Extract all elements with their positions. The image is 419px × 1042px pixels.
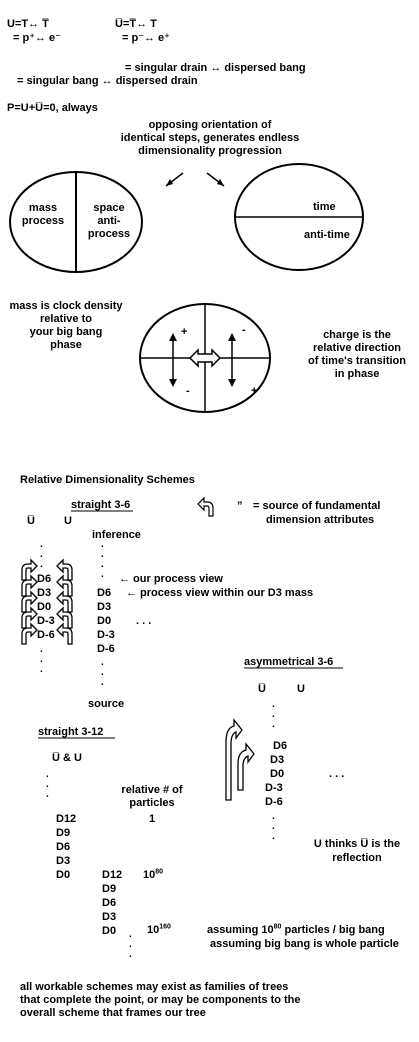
s312-a-d0: D0: [56, 869, 71, 881]
opposing-caption-3: dimensionality progression: [138, 145, 282, 157]
asym-level-d0: D0: [270, 768, 285, 780]
straight-36-u-bar: U̅: [27, 515, 35, 527]
anti-time-label: anti-time: [304, 229, 350, 241]
charge-caption-4: in phase: [334, 368, 380, 380]
dot-before-notes: .: [101, 569, 104, 580]
u-bar-particle-equation: = p⁻↔ e⁺: [122, 32, 170, 44]
s312-b-d0: D0: [102, 925, 117, 937]
asym-level-d6: D6: [273, 740, 288, 752]
anti-label: anti-: [97, 215, 121, 227]
bang-equation: = singular bang ↔ dispersed drain: [17, 75, 198, 87]
legend-quote: ”: [237, 500, 243, 512]
dot-col-bottom-right: . . .: [101, 657, 104, 688]
right-level-d3: D3: [97, 601, 112, 613]
asymmetrical-36-title: asymmetrical 3-6: [244, 656, 334, 668]
footer-line-3: overall scheme that frames our tree: [20, 1007, 206, 1019]
anti-process-label: process: [87, 228, 131, 240]
asym-dots-bottom: . . .: [272, 811, 275, 842]
opposing-caption-1: opposing orientation of: [148, 119, 272, 131]
mass-caption-2: relative to: [40, 313, 92, 325]
charge-caption-1: charge is the: [323, 329, 391, 341]
straight-312-header: U̅ & U: [52, 752, 82, 764]
legend-line-1: = source of fundamental: [253, 500, 381, 512]
opposing-caption-2: identical steps, generates endless: [120, 132, 300, 144]
d3-mass-view-note: ← process view within our D3 mass: [126, 587, 314, 599]
assumption-2: assuming big bang is whole particle: [210, 938, 399, 950]
asym-level-dm3: D-3: [265, 782, 283, 794]
left-level-d6: D6: [37, 573, 52, 585]
asymmetrical-u: U: [297, 683, 305, 695]
s312-b-count1: $10^{80}$: [143, 868, 164, 881]
section-title: Relative Dimensionality Schemes: [20, 474, 195, 486]
footer-line-2: that complete the point, or may be components to the: [20, 994, 301, 1006]
right-level-dm3: D-3: [97, 629, 115, 641]
right-level-d0: D0: [97, 615, 112, 627]
p-equation: P=U+U̅=0, always: [7, 102, 98, 114]
left-level-dm6: D-6: [37, 629, 55, 641]
process-label: process: [21, 215, 65, 227]
curl-arrow-legend-icon: [198, 498, 213, 516]
footer-line-1: all workable schemes may exist as families of trees: [20, 981, 289, 993]
right-level-d6: D6: [97, 587, 112, 599]
asym-ellipsis: . . .: [329, 768, 345, 780]
straight-36-title: straight 3-6: [71, 499, 131, 511]
u-bar-equation: U̅=T̅↔ T: [115, 18, 157, 30]
s312-b-count2: $10^{160}$: [147, 923, 171, 936]
relative-label-1: relative # of: [121, 784, 183, 796]
straight-312-title: straight 3-12: [38, 726, 104, 738]
drain-equation: = singular drain ↔ dispersed bang: [125, 62, 306, 74]
s312-a-d9: D9: [56, 827, 71, 839]
legend-line-2: dimension attributes: [266, 514, 375, 526]
minus-sign-bottom-left: -: [186, 385, 190, 397]
asym-level-d3: D3: [270, 754, 285, 766]
left-level-dm3: D-3: [37, 615, 55, 627]
mass-caption-3: your big bang: [29, 326, 103, 338]
s312-b-d6: D6: [102, 897, 117, 909]
straight-36-u: U: [64, 515, 72, 527]
u-particle-equation: = p⁺↔ e⁻: [13, 32, 61, 44]
left-level-d3: D3: [37, 587, 52, 599]
our-process-view-note: ← our process view: [119, 573, 223, 585]
s312-a-count: 1: [149, 813, 156, 825]
s312-a-d3: D3: [56, 855, 71, 867]
relative-label-2: particles: [129, 797, 175, 809]
charge-caption-2: relative direction: [312, 342, 402, 354]
s312-dots-b: . . .: [129, 929, 132, 960]
asym-note-2: reflection: [332, 852, 382, 864]
s312-b-d12: D12: [102, 869, 123, 881]
charge-caption-3: of time's transition: [308, 355, 406, 367]
mass-caption-1: mass is clock density: [9, 300, 123, 312]
plus-sign-bottom-right: +: [251, 385, 258, 397]
s312-b-d9: D9: [102, 883, 117, 895]
s312-dots-a: . . .: [46, 769, 49, 800]
space-label: space: [93, 202, 125, 214]
time-label: time: [313, 201, 336, 213]
u-equation: U=T↔ T̅: [7, 18, 49, 30]
s312-b-d3: D3: [102, 911, 117, 923]
asym-level-dm6: D-6: [265, 796, 283, 808]
asymmetrical-u-bar: U̅: [258, 683, 266, 695]
minus-sign-top-right: -: [242, 324, 246, 336]
left-level-d0: D0: [37, 601, 52, 613]
mass-label: mass: [28, 202, 58, 214]
source-label: source: [88, 698, 125, 710]
left-curl-arrow-stack: [22, 560, 37, 644]
plus-sign-top-left: +: [181, 326, 188, 338]
mass-caption-4: phase: [50, 339, 82, 351]
asym-note-1: U thinks U̅ is the: [313, 838, 401, 850]
dot-col-bottom-left: . . .: [40, 644, 43, 675]
dot-col-top-left: . . .: [40, 539, 43, 570]
inference-label: inference: [92, 529, 141, 541]
s312-a-d12: D12: [56, 813, 77, 825]
s312-a-d6: D6: [56, 841, 71, 853]
assumption-1: assuming $10^{80}$ particles / big bang: [207, 923, 385, 936]
right-level-dm6: D-6: [97, 643, 115, 655]
asymmetrical-curl-arrows: [226, 720, 254, 800]
dot-col-top-right: . . .: [101, 539, 104, 570]
straight-36-ellipsis: . . .: [136, 615, 152, 627]
asym-dots-top: . . .: [272, 699, 275, 730]
right-curl-arrow-stack: [57, 560, 72, 644]
